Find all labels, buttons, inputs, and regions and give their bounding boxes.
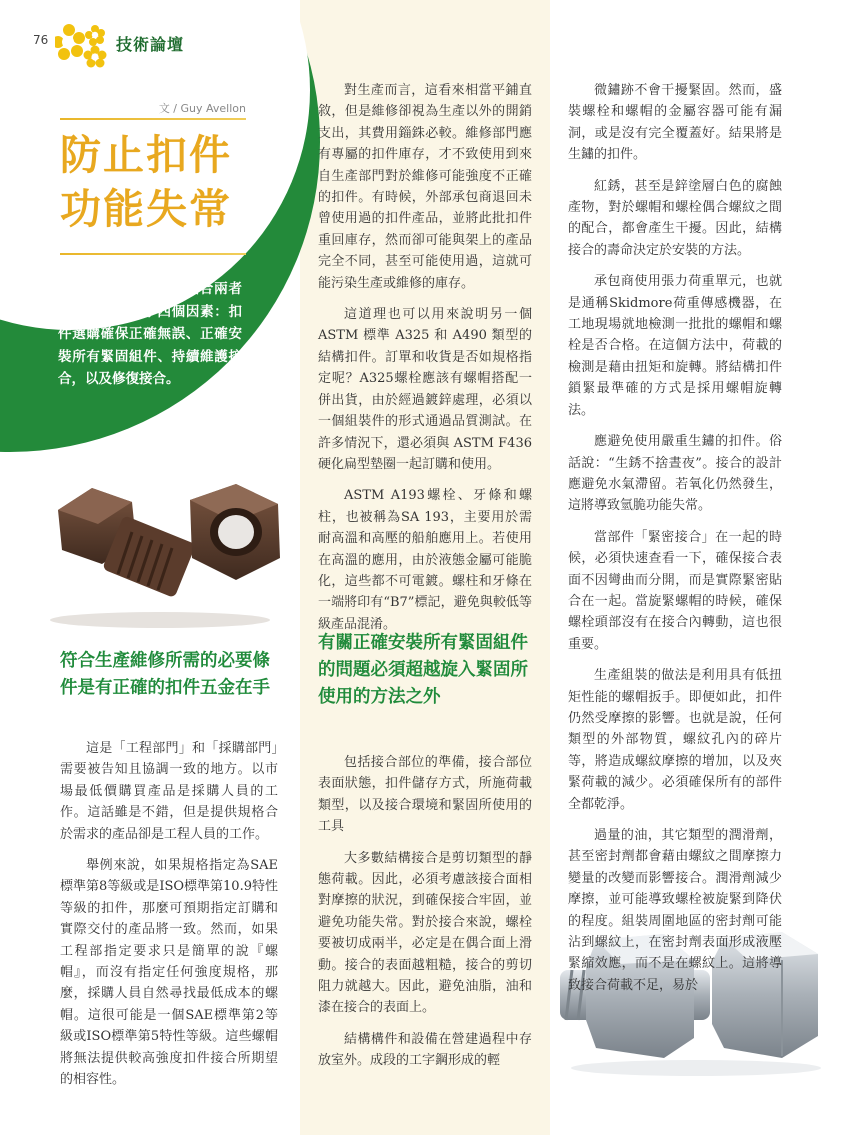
paragraph: 舉例來說，如果規格指定為SAE標準第8等級或是ISO標準第10.9特性等級的扣件，那麼可預期指定訂購和實際交付的產品將一致。然而，如果工程部指定要求只是簡單的說『螺帽』，而沒有指定任何強度規格，那麼，採購人員自然尋找最低成本的螺帽。這很可能是一個SAE標準第2等級或ISO標準第5特性等級。這些螺帽將無法提供較高強度扣件接合所期望的相容性。 [60,858,278,1088]
column2-body-top [318,80,532,645]
paragraph: 過量的油，其它類型的潤滑劑，甚至密封劑都會藉由螺紋之間摩擦力變量的改變而影響接合。潤滑劑減少摩擦，並可能導致螺栓被旋緊到降伏的程度。組裝周圍地區的密封劑可能沾到螺紋上，在密封劑表面形成液壓緊縮效應，而不是在螺紋上。這將導致接合荷載不足，易於 [568,828,782,993]
paragraph: ASTM A193螺栓、牙條和螺柱，也被稱為SA 193，主要用於需耐高溫和高壓的船舶應用上。若使用在高溫的應用，由於液態金屬可能脆化，這些都不可電鍍。螺柱和牙條在一端將印有“B7”標記，避免與較低等級產品混淆。 [318,488,532,632]
paragraph: 這是「工程部門」和「採購部門」需要被告知且協調一致的地方。以市場最低價購買產品是採購人員的工作。這話雖是不錯，但是提供規格合於需求的產品卻是工程人員的工作。 [60,741,278,842]
paragraph: 當部件「緊密接合」在一起的時候，必須快速查看一下，確保接合表面不因彎曲而分開，而是實際緊密貼合在一起。當旋緊螺帽的時候，確保螺栓頭部沒有在接合內轉動，這也很重要。 [568,529,782,652]
paragraph: 微鏽跡不會干擾緊固。然而，盛裝螺栓和螺帽的金屬容器可能有漏洞，或是沒有完全覆蓋好。結果將是生鏽的扣件。 [568,83,782,163]
flower-logo-icon [55,20,111,68]
paragraph: 這道理也可以用來說明另一個ASTM 標準 A325 和 A490 類型的結構扣件。訂單和收貨是否如規格指定呢？A325螺栓應該有螺帽搭配一併出貨，由於經過鍍鋅處理，必須以一個組裝件的形式通過品質測試。在許多情況下，還必須與 ASTM F436 硬化扁型墊圈一起訂購和使用。 [318,307,532,472]
section-title: 技術論壇 [116,35,185,54]
paragraph: 應避免使用嚴重生鏽的扣件。俗話說：“生銹不捨晝夜”。接合的設計應避免水氣滯留。若氧化仍然發生，這將導致氫脆功能失常。 [568,434,782,514]
paragraph: 結構構件和設備在營建過程中存放室外。成段的工字鋼形成的輕 [318,1031,532,1069]
column3-body [568,80,782,1006]
author-byline: 文 / Guy Avellon [158,102,246,115]
paragraph: 對生產而言，這看來相當平鋪直敘，但是維修卻視為生產以外的開銷支出，其費用錙銖必較。維修部門應有專屬的扣件庫存，才不致使用到來自生產部門對於維修可能強度不正確的扣件。有時候，外部承包商退回未曾使用過的扣件產品，並將此批扣件重回庫存，然而卻可能與架上的產品完全不同，甚至可能使用過，這就可能污染生產或維修的庫存。 [318,83,532,291]
paragraph: 生產組裝的做法是利用具有低扭矩性能的螺帽扳手。即便如此，扣件仍然受摩擦的影響。也就是說，任何類型的外部物質，螺紋孔內的碎片等，將造成螺紋摩擦的增加，以及夾緊荷載的減少。必須確保所有的部件全都乾淨。 [568,668,782,812]
paragraph: 紅銹，甚至是鋅塗層白色的腐蝕產物，對於螺帽和螺栓偶合螺紋之間的配合，都會產生干擾。因此，結構接合的壽命決定於安裝的方法。 [568,178,782,258]
paragraph: 承包商使用張力荷重單元，也就是通稱Skidmore荷重傳感機器，在工地現場就地檢測一批批的螺帽和螺栓是否合格。在這個方法中，荷載的檢測是藉由扭矩和旋轉。將結構扣件鎖緊最準確的方式是採用螺帽旋轉法。 [568,274,782,418]
paragraph: 大多數結構接合是剪切類型的靜態荷載。因此，必須考慮該接合面相對摩擦的狀況，到確保接合牢固，並避免功能失常。對於接合來說，螺栓要被切成兩半，必定是在偶合面上滑動。接合的表面越粗糙，接合的剪切阻力就越大。因此，避免油脂，油和漆在接合的表面上。 [318,850,532,1016]
title-top-rule [60,118,246,120]
article-intro: 防止扣件和緊固接合兩者功能失常涉及了四個因素：扣件選購確保正確無誤、正確安裝所有緊固組件、持續維護接合，以及修復接合。 [58,281,242,387]
paragraph: 包括接合部位的準備，接合部位表面狀態，扣件儲存方式，所施荷載類型，以及接合環境和緊固所使用的工具 [318,755,532,835]
article-title-line: 防止扣件 [60,131,232,179]
column2-subhead: 有關正確安裝所有緊固組件的問題必須超越旋入緊固所使用的方法之外 [318,633,528,707]
brown-bolt-and-nut-image [40,470,290,630]
column1-subhead: 符合生產維修所需的必要條件是有正確的扣件五金在手 [60,651,270,698]
page-number: 76 [33,33,49,47]
column2-body-bottom [318,752,532,1082]
article-title-line: 功能失常 [60,185,232,233]
column1-body [60,738,278,1101]
article-title [60,128,260,236]
title-bottom-rule [60,253,246,255]
